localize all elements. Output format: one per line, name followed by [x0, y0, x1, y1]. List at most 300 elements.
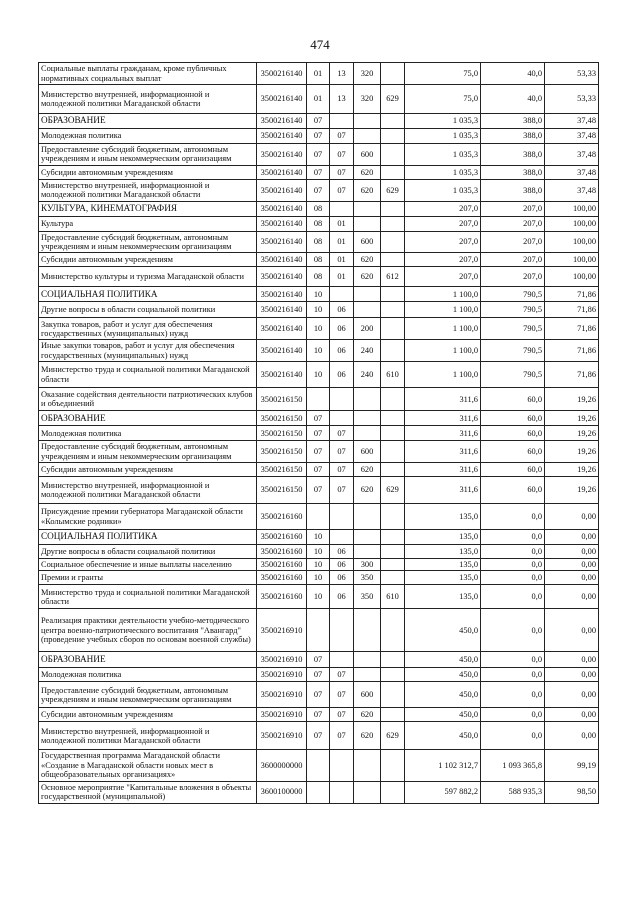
row-expense-type [354, 750, 381, 781]
row-expense-type [354, 302, 381, 318]
row-name: Министерство внутренней, информационной и молодежной политики Магаданской области [39, 179, 257, 201]
row-target-code: 3500216910 [257, 609, 307, 652]
row-expense-type: 350 [354, 571, 381, 585]
row-target-code: 3500216140 [257, 114, 307, 129]
row-administrator [381, 129, 405, 144]
row-plan: 450,0 [405, 708, 481, 722]
row-percent: 0,00 [545, 530, 599, 545]
row-actual: 790,5 [481, 340, 545, 362]
row-expense-type: 240 [354, 340, 381, 362]
row-administrator: 629 [381, 85, 405, 114]
row-plan: 1 035,3 [405, 165, 481, 179]
row-administrator [381, 426, 405, 441]
row-target-code: 3500216140 [257, 179, 307, 201]
row-subsection [330, 781, 354, 803]
row-subsection: 13 [330, 63, 354, 85]
row-plan: 1 035,3 [405, 129, 481, 144]
row-actual: 207,0 [481, 201, 545, 216]
row-actual: 790,5 [481, 287, 545, 302]
row-section: 08 [307, 253, 330, 267]
row-target-code: 3500216140 [257, 165, 307, 179]
row-administrator [381, 165, 405, 179]
row-expense-type: 350 [354, 585, 381, 609]
row-section: 08 [307, 231, 330, 253]
row-name: СОЦИАЛЬНАЯ ПОЛИТИКА [39, 287, 257, 302]
row-name: СОЦИАЛЬНАЯ ПОЛИТИКА [39, 530, 257, 545]
row-expense-type [354, 201, 381, 216]
row-plan: 1 100,0 [405, 340, 481, 362]
table-row [39, 144, 599, 166]
row-section: 07 [307, 441, 330, 463]
row-section: 07 [307, 114, 330, 129]
row-plan: 207,0 [405, 201, 481, 216]
row-administrator [381, 114, 405, 129]
row-plan: 135,0 [405, 530, 481, 545]
row-section: 10 [307, 530, 330, 545]
row-subsection [330, 411, 354, 426]
row-target-code: 3500216160 [257, 585, 307, 609]
row-administrator [381, 609, 405, 652]
row-section: 10 [307, 287, 330, 302]
row-percent: 100,00 [545, 267, 599, 287]
table-row [39, 609, 599, 652]
row-administrator: 629 [381, 722, 405, 750]
row-section: 10 [307, 340, 330, 362]
row-plan: 135,0 [405, 504, 481, 530]
row-percent: 100,00 [545, 231, 599, 253]
table-row [39, 129, 599, 144]
row-plan: 75,0 [405, 85, 481, 114]
row-name: Молодежная политика [39, 668, 257, 682]
row-target-code: 3500216910 [257, 652, 307, 668]
row-plan: 311,6 [405, 411, 481, 426]
row-percent: 98,50 [545, 781, 599, 803]
row-target-code: 3500216150 [257, 441, 307, 463]
row-name: Основное мероприятие "Капитальные вложения в объекты государственной (муниципальной) [39, 781, 257, 803]
table-row [39, 668, 599, 682]
page-number: 474 [310, 37, 330, 52]
row-actual: 0,0 [481, 585, 545, 609]
row-plan: 207,0 [405, 253, 481, 267]
row-actual: 388,0 [481, 165, 545, 179]
row-percent: 0,00 [545, 585, 599, 609]
row-section: 10 [307, 302, 330, 318]
row-target-code: 3500216140 [257, 287, 307, 302]
row-name: Министерство внутренней, информационной и молодежной политики Магаданской области [39, 477, 257, 504]
row-administrator [381, 63, 405, 85]
row-subsection: 13 [330, 85, 354, 114]
row-actual: 1 093 365,8 [481, 750, 545, 781]
row-subsection [330, 287, 354, 302]
row-name: Премии и гранты [39, 571, 257, 585]
row-expense-type: 620 [354, 253, 381, 267]
row-plan: 1 100,0 [405, 362, 481, 388]
row-administrator [381, 318, 405, 340]
row-section: 10 [307, 559, 330, 571]
row-section: 07 [307, 179, 330, 201]
row-subsection: 06 [330, 545, 354, 559]
row-section [307, 388, 330, 411]
budget-table [38, 62, 599, 804]
row-percent: 0,00 [545, 545, 599, 559]
row-administrator [381, 781, 405, 803]
row-subsection [330, 750, 354, 781]
row-subsection: 07 [330, 722, 354, 750]
row-percent: 100,00 [545, 201, 599, 216]
row-percent: 19,26 [545, 388, 599, 411]
row-percent: 0,00 [545, 504, 599, 530]
row-section: 10 [307, 318, 330, 340]
row-name: Предоставление субсидий бюджетным, автономным учреждениям и иным некоммерческим организациям [39, 231, 257, 253]
row-plan: 1 035,3 [405, 179, 481, 201]
row-administrator: 610 [381, 362, 405, 388]
row-target-code: 3500216140 [257, 216, 307, 231]
table-row [39, 504, 599, 530]
row-expense-type [354, 504, 381, 530]
row-section: 10 [307, 362, 330, 388]
row-target-code: 3500216160 [257, 559, 307, 571]
row-plan: 135,0 [405, 571, 481, 585]
row-administrator: 629 [381, 179, 405, 201]
row-actual: 0,0 [481, 530, 545, 545]
row-expense-type: 200 [354, 318, 381, 340]
row-section: 08 [307, 216, 330, 231]
row-plan: 135,0 [405, 559, 481, 571]
row-section: 10 [307, 585, 330, 609]
row-plan: 135,0 [405, 585, 481, 609]
row-target-code: 3600100000 [257, 781, 307, 803]
row-section: 10 [307, 571, 330, 585]
row-administrator [381, 287, 405, 302]
row-administrator [381, 530, 405, 545]
row-subsection [330, 652, 354, 668]
row-expense-type [354, 388, 381, 411]
row-name: Предоставление субсидий бюджетным, автономным учреждениям и иным некоммерческим организациям [39, 682, 257, 708]
row-expense-type [354, 216, 381, 231]
row-actual: 790,5 [481, 302, 545, 318]
row-name: Субсидии автономным учреждениям [39, 253, 257, 267]
row-name: Государственная программа Магаданской области «Создание в Магаданской области новых мест в общеобразовательных организациях» [39, 750, 257, 781]
row-actual: 388,0 [481, 114, 545, 129]
row-name: ОБРАЗОВАНИЕ [39, 411, 257, 426]
row-section: 07 [307, 708, 330, 722]
row-section: 07 [307, 129, 330, 144]
row-name: Субсидии автономным учреждениям [39, 708, 257, 722]
row-target-code: 3500216150 [257, 411, 307, 426]
row-percent: 37,48 [545, 114, 599, 129]
table-row [39, 463, 599, 477]
row-target-code: 3500216150 [257, 426, 307, 441]
row-administrator [381, 750, 405, 781]
table-row [39, 652, 599, 668]
row-administrator [381, 411, 405, 426]
row-name: ОБРАЗОВАНИЕ [39, 114, 257, 129]
row-subsection: 01 [330, 216, 354, 231]
row-expense-type: 620 [354, 477, 381, 504]
row-plan: 207,0 [405, 231, 481, 253]
table-row [39, 426, 599, 441]
row-percent: 99,19 [545, 750, 599, 781]
row-expense-type: 320 [354, 63, 381, 85]
row-section [307, 750, 330, 781]
row-name: Оказание содействия деятельности патриотических клубов и объединений [39, 388, 257, 411]
row-plan: 135,0 [405, 545, 481, 559]
row-actual: 790,5 [481, 362, 545, 388]
row-actual: 0,0 [481, 722, 545, 750]
row-actual: 207,0 [481, 231, 545, 253]
row-subsection: 07 [330, 179, 354, 201]
row-subsection [330, 609, 354, 652]
row-administrator [381, 504, 405, 530]
row-subsection: 07 [330, 129, 354, 144]
row-administrator [381, 545, 405, 559]
row-section: 07 [307, 426, 330, 441]
row-expense-type [354, 426, 381, 441]
row-target-code: 3600000000 [257, 750, 307, 781]
table-row [39, 302, 599, 318]
row-name: Предоставление субсидий бюджетным, автономным учреждениям и иным некоммерческим организациям [39, 144, 257, 166]
row-subsection: 06 [330, 340, 354, 362]
row-expense-type: 600 [354, 231, 381, 253]
row-subsection [330, 530, 354, 545]
row-plan: 75,0 [405, 63, 481, 85]
row-target-code: 3500216150 [257, 463, 307, 477]
row-actual: 60,0 [481, 426, 545, 441]
row-name: Министерство труда и социальной политики Магаданской области [39, 585, 257, 609]
row-actual: 60,0 [481, 411, 545, 426]
row-percent: 0,00 [545, 609, 599, 652]
row-expense-type [354, 287, 381, 302]
table-row [39, 682, 599, 708]
table-row [39, 411, 599, 426]
row-administrator [381, 559, 405, 571]
row-subsection [330, 201, 354, 216]
row-administrator [381, 668, 405, 682]
row-name: Субсидии автономным учреждениям [39, 165, 257, 179]
row-percent: 71,86 [545, 287, 599, 302]
row-subsection: 06 [330, 559, 354, 571]
row-plan: 311,6 [405, 426, 481, 441]
row-target-code: 3500216910 [257, 722, 307, 750]
row-actual: 0,0 [481, 708, 545, 722]
row-expense-type [354, 781, 381, 803]
row-plan: 311,6 [405, 463, 481, 477]
table-row [39, 585, 599, 609]
table-row [39, 722, 599, 750]
row-target-code: 3500216140 [257, 267, 307, 287]
row-target-code: 3500216910 [257, 708, 307, 722]
row-administrator [381, 231, 405, 253]
row-section: 07 [307, 652, 330, 668]
row-percent: 37,48 [545, 179, 599, 201]
table-row [39, 165, 599, 179]
row-actual: 0,0 [481, 609, 545, 652]
row-actual: 40,0 [481, 85, 545, 114]
row-expense-type [354, 668, 381, 682]
row-percent: 19,26 [545, 426, 599, 441]
table-row [39, 216, 599, 231]
row-target-code: 3500216160 [257, 545, 307, 559]
table-body [39, 63, 599, 804]
row-administrator [381, 253, 405, 267]
row-percent: 19,26 [545, 441, 599, 463]
row-expense-type: 600 [354, 441, 381, 463]
table-row [39, 781, 599, 803]
row-percent: 19,26 [545, 463, 599, 477]
row-administrator [381, 463, 405, 477]
row-name: Присуждение премии губернатора Магаданской области «Колымские родники» [39, 504, 257, 530]
row-section: 08 [307, 267, 330, 287]
row-expense-type [354, 411, 381, 426]
row-target-code: 3500216140 [257, 340, 307, 362]
row-plan: 450,0 [405, 609, 481, 652]
table-row [39, 267, 599, 287]
row-target-code: 3500216140 [257, 144, 307, 166]
row-section: 07 [307, 144, 330, 166]
row-section: 07 [307, 682, 330, 708]
row-plan: 450,0 [405, 682, 481, 708]
row-percent: 100,00 [545, 216, 599, 231]
row-section: 01 [307, 63, 330, 85]
row-target-code: 3500216160 [257, 571, 307, 585]
row-name: Социальные выплаты гражданам, кроме публичных нормативных социальных выплат [39, 63, 257, 85]
row-percent: 71,86 [545, 362, 599, 388]
row-actual: 60,0 [481, 463, 545, 477]
row-subsection: 07 [330, 144, 354, 166]
table-row [39, 530, 599, 545]
table-row [39, 708, 599, 722]
row-name: Социальное обеспечение и иные выплаты населению [39, 559, 257, 571]
row-expense-type: 620 [354, 267, 381, 287]
row-subsection: 01 [330, 253, 354, 267]
row-target-code: 3500216140 [257, 201, 307, 216]
row-name: Министерство культуры и туризма Магаданской области [39, 267, 257, 287]
row-target-code: 3500216910 [257, 682, 307, 708]
row-target-code: 3500216150 [257, 388, 307, 411]
row-subsection: 01 [330, 267, 354, 287]
row-plan: 1 100,0 [405, 302, 481, 318]
row-administrator [381, 708, 405, 722]
row-actual: 588 935,3 [481, 781, 545, 803]
row-subsection: 07 [330, 708, 354, 722]
row-name: ОБРАЗОВАНИЕ [39, 652, 257, 668]
row-section: 08 [307, 201, 330, 216]
row-name: Предоставление субсидий бюджетным, автономным учреждениям и иным некоммерческим организациям [39, 441, 257, 463]
row-plan: 207,0 [405, 267, 481, 287]
row-percent: 0,00 [545, 682, 599, 708]
table-row [39, 340, 599, 362]
row-subsection: 07 [330, 682, 354, 708]
row-percent: 19,26 [545, 411, 599, 426]
row-subsection [330, 504, 354, 530]
row-section: 07 [307, 722, 330, 750]
row-administrator [381, 201, 405, 216]
row-section: 07 [307, 411, 330, 426]
row-name: Молодежная политика [39, 129, 257, 144]
row-actual: 0,0 [481, 545, 545, 559]
row-expense-type: 600 [354, 682, 381, 708]
row-plan: 450,0 [405, 722, 481, 750]
row-expense-type: 320 [354, 85, 381, 114]
row-actual: 60,0 [481, 388, 545, 411]
row-name: Другие вопросы в области социальной политики [39, 545, 257, 559]
row-name: Министерство внутренней, информационной и молодежной политики Магаданской области [39, 85, 257, 114]
row-actual: 0,0 [481, 571, 545, 585]
table-row [39, 362, 599, 388]
row-subsection: 07 [330, 165, 354, 179]
row-percent: 100,00 [545, 253, 599, 267]
row-subsection: 07 [330, 668, 354, 682]
row-subsection: 01 [330, 231, 354, 253]
row-target-code: 3500216140 [257, 63, 307, 85]
row-plan: 450,0 [405, 668, 481, 682]
row-subsection: 06 [330, 362, 354, 388]
row-target-code: 3500216160 [257, 530, 307, 545]
row-name: Реализация практики деятельности учебно-методического центра военно-патриотического воспитания "Авангард" (проведение учебных сборов по основам военной службы) [39, 609, 257, 652]
row-administrator [381, 682, 405, 708]
row-expense-type [354, 114, 381, 129]
row-section [307, 609, 330, 652]
row-subsection: 07 [330, 463, 354, 477]
row-subsection: 06 [330, 302, 354, 318]
row-target-code: 3500216140 [257, 362, 307, 388]
row-percent: 53,33 [545, 63, 599, 85]
row-name: Иные закупки товаров, работ и услуг для обеспечения государственных (муниципальных) нужд [39, 340, 257, 362]
row-actual: 0,0 [481, 668, 545, 682]
row-expense-type [354, 129, 381, 144]
row-plan: 207,0 [405, 216, 481, 231]
table-row [39, 477, 599, 504]
row-section: 07 [307, 165, 330, 179]
row-plan: 450,0 [405, 652, 481, 668]
row-administrator [381, 571, 405, 585]
row-administrator: 629 [381, 477, 405, 504]
row-actual: 207,0 [481, 253, 545, 267]
row-target-code: 3500216140 [257, 231, 307, 253]
row-target-code: 3500216140 [257, 302, 307, 318]
row-expense-type: 620 [354, 463, 381, 477]
row-actual: 388,0 [481, 144, 545, 166]
row-plan: 1 102 312,7 [405, 750, 481, 781]
row-target-code: 3500216160 [257, 504, 307, 530]
table-row [39, 179, 599, 201]
row-expense-type: 600 [354, 144, 381, 166]
row-name: Другие вопросы в области социальной политики [39, 302, 257, 318]
row-actual: 0,0 [481, 559, 545, 571]
row-actual: 388,0 [481, 179, 545, 201]
row-target-code: 3500216140 [257, 253, 307, 267]
row-expense-type [354, 530, 381, 545]
row-plan: 1 100,0 [405, 287, 481, 302]
table-row [39, 559, 599, 571]
row-subsection: 07 [330, 441, 354, 463]
row-subsection: 07 [330, 477, 354, 504]
row-administrator: 612 [381, 267, 405, 287]
row-administrator [381, 441, 405, 463]
row-subsection: 06 [330, 318, 354, 340]
row-section: 07 [307, 463, 330, 477]
row-plan: 311,6 [405, 388, 481, 411]
row-name: Молодежная политика [39, 426, 257, 441]
row-name: КУЛЬТУРА, КИНЕМАТОГРАФИЯ [39, 201, 257, 216]
row-administrator [381, 144, 405, 166]
row-percent: 37,48 [545, 165, 599, 179]
row-expense-type: 240 [354, 362, 381, 388]
table-row [39, 63, 599, 85]
row-actual: 60,0 [481, 441, 545, 463]
row-expense-type [354, 609, 381, 652]
row-subsection [330, 388, 354, 411]
